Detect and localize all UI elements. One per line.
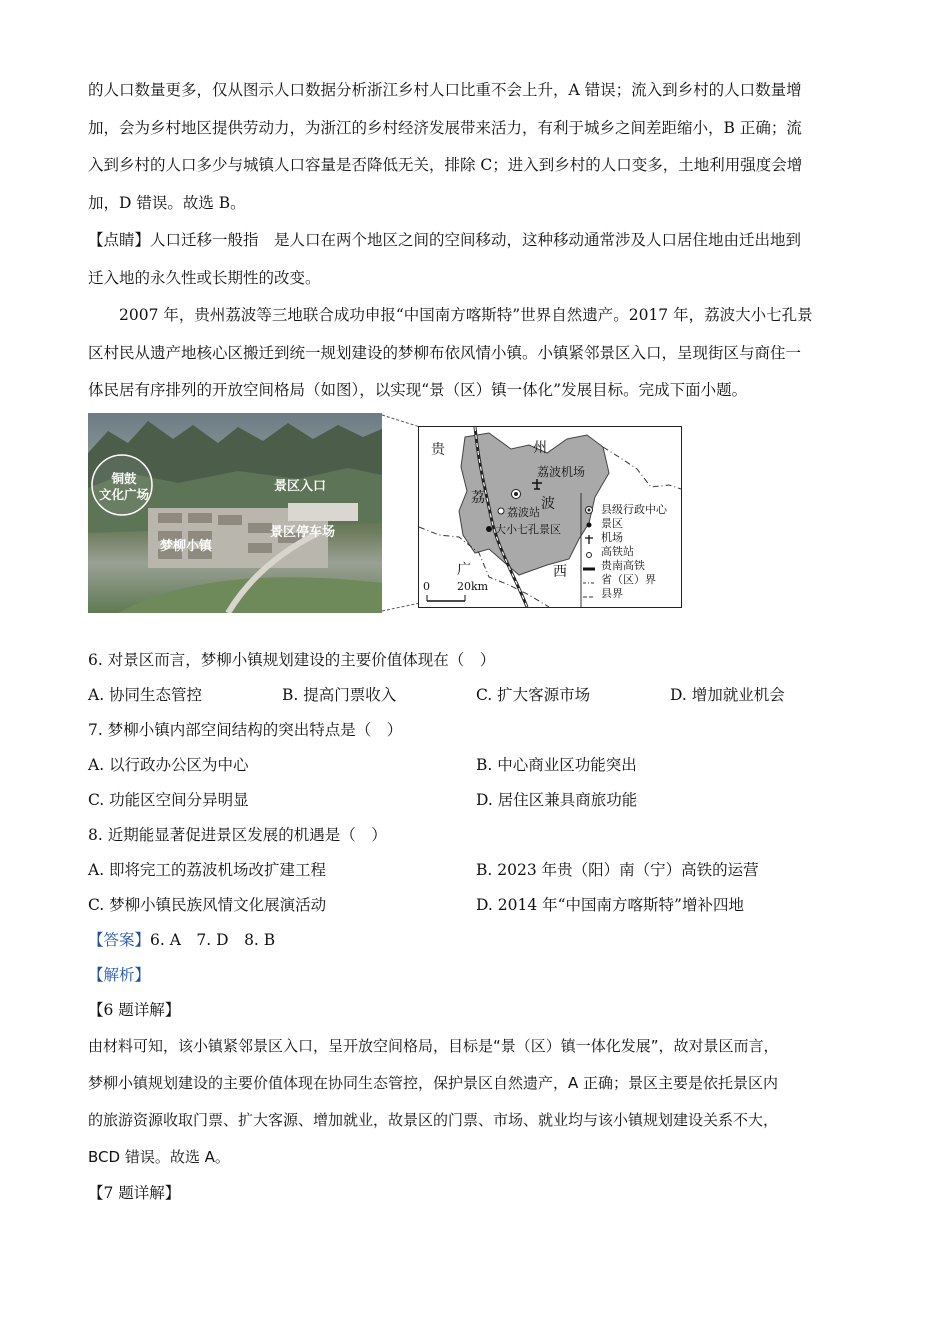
map-label-guang: 广 xyxy=(457,561,471,578)
map-scale-distance: 20km xyxy=(457,579,489,593)
legend-item: 省（区）界 xyxy=(601,572,656,586)
analysis-label: 【解析】 xyxy=(88,965,151,984)
intro-paragraph xyxy=(88,72,864,222)
parking-label: 景区停车场 xyxy=(270,524,336,540)
map-label-bo: 波 xyxy=(541,495,555,512)
legend-item: 景区 xyxy=(601,516,623,530)
legend-item: 县级行政中心 xyxy=(601,502,667,516)
text-line: 加，D 错误。故选 B。 xyxy=(88,193,246,212)
question-7 xyxy=(88,713,864,818)
option-d: D. 2014 年“中国南方喀斯特”增补四地 xyxy=(476,895,744,914)
analysis-line: 梦柳小镇规划建设的主要价值体现在协同生态管控，保护景区自然遗产，A 正确；景区主要是依托景区内 xyxy=(88,1073,779,1092)
entrance-label: 景区入口 xyxy=(274,478,327,494)
options-row xyxy=(88,748,864,783)
question-8 xyxy=(88,818,864,923)
option-a: A. 协同生态管控 xyxy=(88,685,203,704)
answer-label: 【答案】 xyxy=(88,930,151,949)
option-d: D. 居住区兼具商旅功能 xyxy=(476,790,638,809)
material-paragraph xyxy=(88,297,864,410)
option-b: B. 中心商业区功能突出 xyxy=(476,755,637,774)
option-c: C. 扩大客源市场 xyxy=(476,685,591,704)
analysis-line: 由材料可知，该小镇紧邻景区入口，呈开放空间格局，目标是“景（区）镇一体化发展”，故对景区而言， xyxy=(88,1036,779,1055)
question-stem: 6. 对景区而言，梦柳小镇规划建设的主要价值体现在（ ） xyxy=(88,650,496,669)
legend-item: 机场 xyxy=(601,530,623,544)
analysis-line: BCD 错误。故选 A。 xyxy=(88,1147,230,1166)
location-map xyxy=(418,426,682,608)
tip-text: 人口迁移一般指 是人口在两个地区之间的空间移动，这种移动通常涉及人口居住地由迁出地到 xyxy=(150,231,802,249)
option-c: C. 梦柳小镇民族风情文化展演活动 xyxy=(88,895,327,914)
map-label-airport: 荔波机场 xyxy=(537,464,586,479)
tip-label: 【点睛】 xyxy=(88,231,151,249)
analysis-line: 的旅游资源收取门票、扩大客源、增加就业，故景区的门票、市场、就业均与该小镇规划建设关系不大， xyxy=(88,1110,779,1129)
tip-line xyxy=(88,222,864,260)
map-scale-zero: 0 xyxy=(423,579,430,593)
option-d: D. 增加就业机会 xyxy=(670,685,785,704)
question-6 xyxy=(88,643,864,713)
question-stem: 8. 近期能显著促进景区发展的机遇是（ ） xyxy=(88,825,387,844)
document-page xyxy=(88,72,864,1211)
tip-block xyxy=(88,222,864,297)
legend-item: 高铁站 xyxy=(601,544,634,558)
tip-line: 迁入地的永久性或长期性的改变。 xyxy=(88,268,321,287)
map-label-xi: 西 xyxy=(553,563,567,580)
option-a: A. 以行政办公区为中心 xyxy=(88,755,249,774)
plaza-label xyxy=(96,471,152,503)
question-stem: 7. 梦柳小镇内部空间结构的突出特点是（ ） xyxy=(88,720,403,739)
options-row xyxy=(88,853,864,888)
option-a: A. 即将完工的荔波机场改扩建工程 xyxy=(88,860,327,879)
town-label: 梦柳小镇 xyxy=(160,538,213,554)
material-line: 2007 年，贵州荔波等三地联合成功申报“中国南方喀斯特”世界自然遗产。2017 年，荔波大小七孔景 xyxy=(119,306,813,324)
material-line: 体民居有序排列的开放空间格局（如图），以实现“景（区）镇一体化”发展目标。完成下面小题。 xyxy=(88,381,748,399)
answer-line xyxy=(88,923,864,958)
legend-item: 贵南高铁 xyxy=(601,558,645,572)
plaza-label-line1: 铜鼓 xyxy=(111,470,137,486)
map-label-li: 荔 xyxy=(471,489,485,506)
text-line: 的人口数量更多，仅从图示人口数据分析浙江乡村人口比重不会上升，A 错误；流入到乡村的人口数量增 xyxy=(88,81,802,99)
text-line: 入到乡村的人口多少与城镇人口容量是否降低无关，排除 C；进入到乡村的人口变多，土地利用强度会增 xyxy=(88,156,803,174)
option-b: B. 2023 年贵（阳）南（宁）高铁的运营 xyxy=(476,860,759,879)
plaza-label-line2: 文化广场 xyxy=(98,486,149,502)
detail-6-label: 【6 题详解】 xyxy=(88,1000,181,1019)
figure xyxy=(88,413,864,613)
option-b: B. 提高门票收入 xyxy=(282,685,397,704)
option-c: C. 功能区空间分异明显 xyxy=(88,790,249,809)
map-label-scenic: 大小七孔景区 xyxy=(495,522,561,536)
detail-6-text xyxy=(88,1028,864,1176)
detail-7-label: 【7 题详解】 xyxy=(88,1183,181,1202)
map-label-station: 荔波站 xyxy=(507,505,540,519)
options-row xyxy=(88,783,864,818)
aerial-photo xyxy=(88,413,382,613)
connector-lines xyxy=(378,413,422,613)
legend-item: 县界 xyxy=(601,586,623,600)
material-line: 区村民从遗产地核心区搬迁到统一规划建设的梦柳布依风情小镇。小镇紧邻景区入口，呈现街区与商住一 xyxy=(88,343,802,362)
text-line: 加，会为乡村地区提供劳动力，为浙江的乡村经济发展带来活力，有利于城乡之间差距缩小，B 正确；流 xyxy=(88,118,802,137)
map-label-gui: 贵 xyxy=(431,441,445,458)
options-row xyxy=(88,888,864,923)
options-row xyxy=(88,678,864,713)
photo-drawing xyxy=(88,413,382,613)
answer-text: 6. A 7. D 8. B xyxy=(150,930,276,949)
map-label-zhou: 州 xyxy=(533,439,547,456)
map-legend xyxy=(601,503,667,601)
